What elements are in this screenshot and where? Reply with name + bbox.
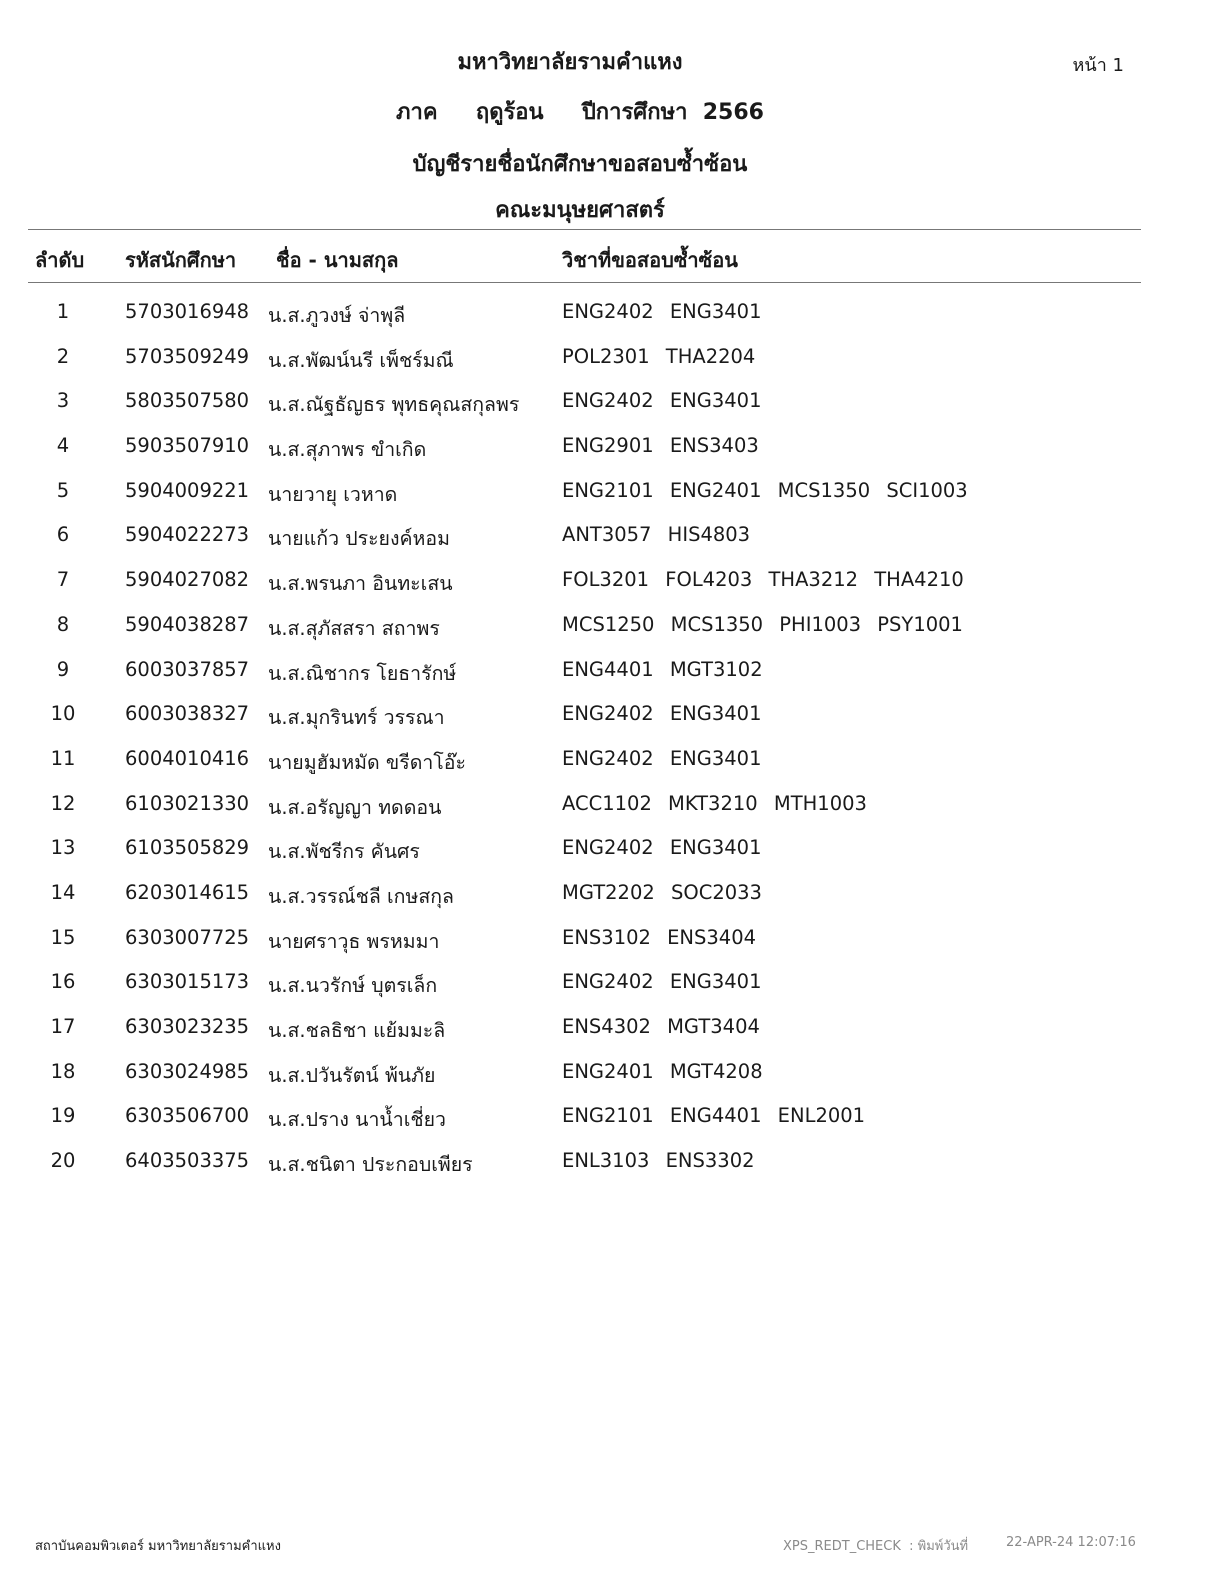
student-id: 6303007725: [125, 925, 250, 949]
row-number: 5: [56, 478, 70, 502]
column-header-no: ลำดับ: [35, 248, 85, 272]
subjects: ANT3057 HIS4803: [562, 523, 751, 547]
student-name: น.ส.ชลธิชา แย้มมะลิ: [268, 1019, 446, 1042]
subjects: FOL3201 FOL4203 THA3212 THA4210: [562, 568, 964, 592]
student-id: 6303024985: [125, 1059, 250, 1083]
table-row: [0, 918, 1224, 963]
table-row: [0, 694, 1224, 739]
header-top-rule: [28, 229, 1141, 230]
subjects: ENG2402 ENG3401: [562, 836, 762, 860]
row-number: 6: [56, 523, 70, 547]
row-number: 2: [56, 344, 70, 368]
row-number: 15: [50, 925, 76, 949]
row-number: 8: [56, 612, 70, 636]
student-name: นายศราวุธ พรหมมา: [268, 929, 440, 953]
table-row: [0, 1096, 1224, 1141]
faculty-title: คณะมนุษยศาสตร์: [495, 198, 665, 223]
row-number: 9: [56, 657, 70, 681]
table-row: [0, 873, 1224, 918]
row-number: 12: [50, 791, 76, 815]
subjects: ENS3102 ENS3404: [562, 925, 757, 949]
subjects: ENG2101 ENG2401 MCS1350 SCI1003: [562, 478, 968, 502]
footer-institute: สถาบันคอมพิวเตอร์ มหาวิทยาลัยรามคำแหง: [35, 1539, 281, 1554]
student-id: 5703509249: [125, 344, 250, 368]
student-name: น.ส.อรัญญา ทดดอน: [268, 795, 442, 819]
student-id: 6003037857: [125, 657, 250, 681]
table-row: [0, 381, 1224, 426]
subjects: ACC1102 MKT3210 MTH1003: [562, 791, 867, 815]
footer-printed-at: 22-APR-24 12:07:16: [1006, 1535, 1136, 1550]
student-id: 6103021330: [125, 791, 250, 815]
row-number: 13: [50, 836, 76, 860]
row-number: 1: [56, 300, 70, 323]
student-table-body: [0, 292, 1224, 1186]
table-row: [0, 828, 1224, 873]
student-id: 5904009221: [125, 478, 250, 502]
student-name: น.ส.ณิชากร โยธารักษ์: [268, 661, 457, 685]
subjects: MCS1250 MCS1350 PHI1003 PSY1001: [562, 612, 963, 636]
table-row: [0, 650, 1224, 695]
student-name: นายวายุ เวหาด: [268, 482, 398, 506]
row-number: 3: [56, 389, 70, 413]
row-number: 18: [50, 1059, 76, 1083]
student-id: 5904027082: [125, 568, 250, 592]
student-id: 6203014615: [125, 880, 250, 904]
column-header-name: ชื่อ - นามสกุล: [276, 248, 399, 272]
student-name: น.ส.พัฒน์นรี เพ็ชร์มณี: [268, 348, 454, 372]
subjects: ENG2402 ENG3401: [562, 970, 762, 994]
student-name: น.ส.สุภัสสรา สถาพร: [268, 616, 440, 640]
subjects: ENG2901 ENS3403: [562, 434, 759, 458]
student-id: 5803507580: [125, 389, 250, 413]
subjects: ENG2402 ENG3401: [562, 389, 762, 413]
student-id: 6004010416: [125, 746, 250, 770]
table-row: [0, 292, 1224, 337]
subjects: MGT2202 SOC2033: [562, 880, 762, 904]
student-id: 5703016948: [125, 300, 250, 323]
subjects: ENG2402 ENG3401: [562, 300, 762, 323]
table-row: [0, 560, 1224, 605]
table-row: [0, 1141, 1224, 1186]
subjects: ENG2401 MGT4208: [562, 1059, 763, 1083]
table-row: [0, 1052, 1224, 1097]
table-row: [0, 1007, 1224, 1052]
table-row: [0, 739, 1224, 784]
page-number: หน้า 1: [1072, 55, 1124, 76]
table-row: [0, 605, 1224, 650]
student-name: น.ส.สุภาพร ขำเกิด: [268, 438, 427, 462]
student-name: นายแก้ว ประยงค์หอม: [268, 527, 450, 551]
row-number: 16: [50, 970, 76, 994]
row-number: 14: [50, 880, 76, 904]
student-id: 6303023235: [125, 1015, 250, 1038]
row-number: 19: [50, 1104, 76, 1128]
student-name: น.ส.นวรักษ์ บุตรเล็ก: [268, 974, 438, 998]
student-id: 6103505829: [125, 836, 250, 860]
footer-report-code: XPS_REDT_CHECK : พิมพ์วันที่: [783, 1539, 969, 1554]
subjects: ENG2101 ENG4401 ENL2001: [562, 1104, 866, 1128]
student-name: น.ส.พัชรีกร คันศร: [268, 840, 420, 864]
subjects: ENG2402 ENG3401: [562, 746, 762, 770]
student-name: น.ส.ภูวงษ์ จ่าพุลี: [268, 304, 406, 327]
student-name: น.ส.พรนภา อินทะเสน: [268, 572, 453, 596]
student-name: น.ส.ปราง นาน้ำเชี่ยว: [268, 1108, 446, 1132]
subjects: ENG2402 ENG3401: [562, 702, 762, 726]
row-number: 10: [50, 702, 76, 726]
student-name: น.ส.มุกรินทร์ วรรณา: [268, 706, 445, 730]
student-name: น.ส.ชนิตา ประกอบเพียร: [268, 1153, 473, 1177]
student-name: น.ส.ปวันรัตน์ พ้นภัย: [268, 1063, 436, 1087]
table-row: [0, 784, 1224, 829]
row-number: 7: [56, 568, 70, 592]
subjects: ENS4302 MGT3404: [562, 1015, 760, 1038]
column-header-subjects: วิชาที่ขอสอบซ้ำซ้อน: [562, 248, 738, 272]
table-row: [0, 471, 1224, 516]
subjects: ENG4401 MGT3102: [562, 657, 763, 681]
table-row: [0, 962, 1224, 1007]
student-id: 6303015173: [125, 970, 250, 994]
student-id: 5904022273: [125, 523, 250, 547]
table-row: [0, 426, 1224, 471]
row-number: 11: [50, 746, 76, 770]
list-title: บัญชีรายชื่อนักศึกษาขอสอบซ้ำซ้อน: [412, 152, 748, 177]
table-row: [0, 515, 1224, 560]
student-id: 5903507910: [125, 434, 250, 458]
subjects: ENL3103 ENS3302: [562, 1149, 755, 1173]
student-name: น.ส.วรรณ์ชลี เกษสกุล: [268, 884, 454, 908]
student-name: นายมูฮัมหมัด ขรีดาโอ๊ะ: [268, 750, 466, 774]
student-id: 5904038287: [125, 612, 250, 636]
student-id: 6003038327: [125, 702, 250, 726]
student-id: 6403503375: [125, 1149, 250, 1173]
row-number: 4: [56, 434, 70, 458]
university-title: มหาวิทยาลัยรามคำแหง: [457, 50, 683, 75]
term-line: ภาค ฤดูร้อน ปีการศึกษา 2566: [396, 100, 764, 125]
student-name: น.ส.ณัฐธัญธร พุทธคุณสกุลพร: [268, 393, 520, 417]
table-row: [0, 337, 1224, 382]
subjects: POL2301 THA2204: [562, 344, 756, 368]
row-number: 20: [50, 1149, 76, 1173]
header-bottom-rule: [28, 282, 1141, 283]
column-header-student-id: รหัสนักศึกษา: [125, 248, 237, 272]
student-id: 6303506700: [125, 1104, 250, 1128]
row-number: 17: [50, 1015, 76, 1038]
